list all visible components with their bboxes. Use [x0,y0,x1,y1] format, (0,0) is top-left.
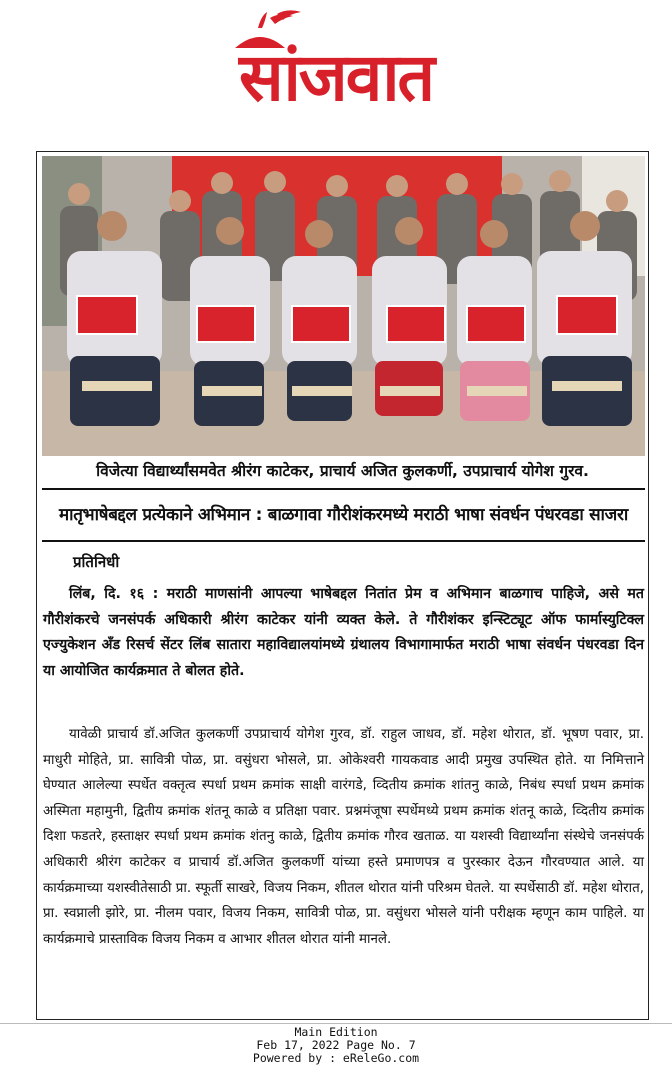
footer-powered-by: Powered by : eReleGo.com [252,1051,420,1065]
footer-date-page: Feb 17, 2022 Page No. 7 [256,1038,416,1052]
headline: मातृभाषेबद्दल प्रत्येकाने अभिमान : बाळगावा गौरीशंकरमध्ये मराठी भाषा संवर्धन पंधरवडा साजरा [58,505,629,525]
news-clipping [36,151,649,1020]
masthead [0,0,672,140]
article-body-paragraph: यावेळी प्राचार्य डॉ.अजित कुलकर्णी उपप्राचार्य योगेश गुरव, डॉ. राहुल जाधव, डॉ. महेश थोरात, डॉ. भूषण पवार, प्रा. माधुरी मोहिते, प्रा. सावित्री पोळ, प्रा. वसुंधरा भोसले, प्रा. ओकेश्वरी गायकवाड आदी प्रमुख उपस्थित होते. या निमित्ताने घेण्यात आलेल्या स्पर्धेत वक्तृत्व स्पर्धा प्रथम क्रमांक साक्षी वारंगडे, व्दितीय क्रमांक शांतनु काळे, निबंध स्पर्धा प्रथम क्रमांक अस्मिता महामुनी, द्वितीय क्रमांक शंतनू काळे व प्रतिक्षा पवार. प्रश्नमंजूषा स्पर्धेमध्ये प्रथम क्रमांक शंतनू काळे, व्दितीय क्रमांक दिशा फडतरे, हस्ताक्षर स्पर्धा प्रथम क्रमांक शंतनु काळे, द्वितीय क्रमांक गौरव खताळ. या यशस्वी विद्यार्थ्यांना संस्थेचे जनसंपर्क अधिकारी श्रीरंग काटेकर व प्राचार्य डॉ.अजित कुलकर्णी यांच्या हस्ते प्रमाणपत्र व पुरस्कार देऊन गौरवण्यात आले. या कार्यक्रमाच्या यशस्वीतेसाठी प्रा. स्फूर्ती साखरे, विजय निकम, शीतल थोरात यांनी परिश्रम घेतले. या स्पर्धेसाठी डॉ. महेश थोरात, प्रा. स्वप्नाली झोरे, प्रा. नीलम पवार, विजय निकम, सावित्री पोळ, प्रा. वसुंधरा भोसले यांनी परीक्षक म्हणून काम पाहिले. या कार्यक्रमाचे प्रास्ताविक विजय निकम व आभार शीतल थोरात यांनी मानले. [43,727,644,947]
article-lead-paragraph: लिंब, दि. १६ : मराठी माणसांनी आपल्या भाषेबद्दल नितांत प्रेम व अभिमान बाळगाच पाहिजे, असे मत गौरीशंकरचे जनसंपर्क अधिकारी श्रीरंग काटेकर यांनी व्यक्त केले. ते गौरीशंकर इन्स्टिट्यूट ऑफ फार्मास्युटिक्ल एज्युकेशन अँड रिसर्च सेंटर लिंब सातारा महाविद्यालयांमध्ये ग्रंथालय विभागामार्फत मराठी भाषा संवर्धन पंधरवडा दिन या आयोजित कार्यक्रमात ते बोलत होते. [43,586,644,679]
headline-band [42,488,645,542]
masthead-title: सांजवात [238,39,434,116]
footer-divider [0,1023,672,1024]
footer-edition: Main Edition [294,1025,378,1039]
footer [0,1026,672,1065]
group-photo [42,156,645,456]
photo-caption: विजेत्या विद्यार्थ्यांसमवेत श्रीरंग काटेकर, प्राचार्य अजित कुलकर्णी, उपप्राचार्य योगेश गुरव. [96,462,589,480]
byline: प्रतिनिधी [73,553,120,571]
photo-illustration [42,156,645,456]
